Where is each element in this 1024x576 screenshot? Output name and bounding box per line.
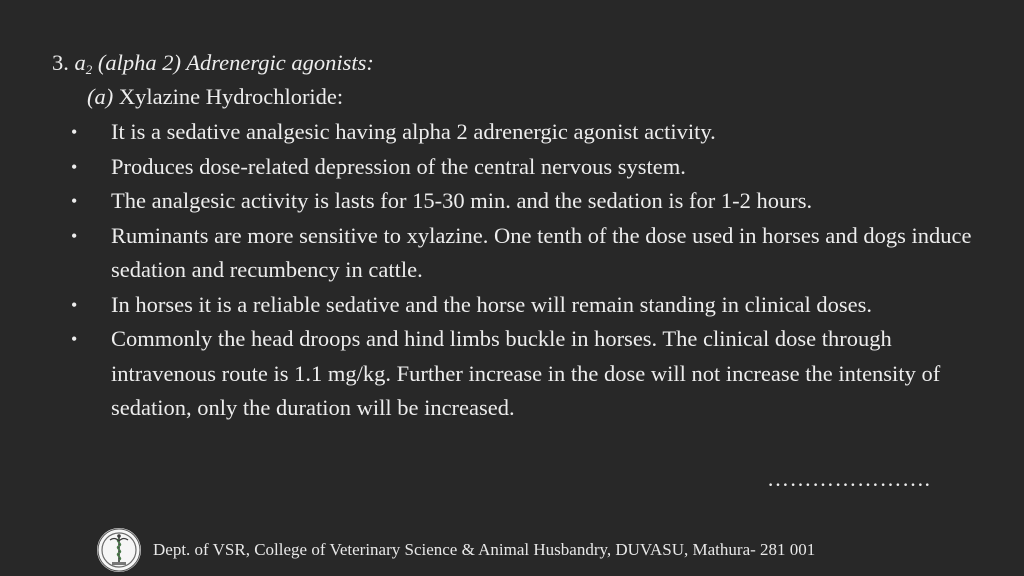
bullet-icon: •	[71, 122, 78, 142]
bullet-icon: •	[71, 225, 78, 246]
bullet-item	[0, 219, 991, 288]
footer	[97, 528, 977, 572]
drug-subheading	[87, 82, 343, 112]
bullet-text: Ruminants are more sensitive to xylazine. One tenth of the dose used in horses and dogs induce sedation and recumbency in cattle.	[111, 222, 972, 282]
bullet-item	[0, 115, 991, 150]
heading-number: 3.	[52, 50, 69, 75]
bullet-icon: •	[71, 329, 78, 349]
bullet-list	[0, 115, 1024, 426]
bullet-icon: •	[71, 294, 78, 315]
heading-alpha: $a_2$	[74, 50, 93, 77]
heading-subscript: 2	[85, 62, 93, 77]
bullet-text: In horses it is a reliable sedative and the horse will remain standing in clinical doses.	[111, 291, 873, 317]
footer-text: Dept. of VSR, College of Veterinary Science & Animal Husbandry, DUVASU, Mathura- 281 001	[153, 540, 816, 559]
university-emblem-icon	[97, 528, 141, 572]
bullet-text: Produces dose-related depression of the central nervous system.	[111, 153, 686, 179]
continuation-dots: ………………….	[767, 466, 931, 491]
bullet-text: Commonly the head droops and hind limbs buckle in horses. The clinical dose through intravenous route is 1.1 mg/kg. Further increase in the dose will not increase the intensity of sedation, only the duration will be increased.	[111, 326, 941, 420]
subheading-label: (a)	[87, 84, 114, 109]
bullet-item	[0, 184, 991, 219]
bullet-icon: •	[71, 191, 78, 211]
heading-title: (alpha 2) Adrenergic agonists:	[97, 50, 374, 75]
bullet-item	[0, 150, 991, 185]
bullet-text: The analgesic activity is lasts for 15-30 min. and the sedation is for 1-2 hours.	[111, 188, 813, 213]
section-heading	[52, 48, 374, 78]
bullet-text: It is a sedative analgesic having alpha 2 adrenergic agonist activity.	[111, 119, 716, 144]
bullet-icon: •	[71, 156, 78, 177]
bullet-item	[0, 288, 991, 323]
subheading-drug: Xylazine Hydrochloride:	[118, 84, 344, 109]
bullet-item	[0, 322, 991, 426]
